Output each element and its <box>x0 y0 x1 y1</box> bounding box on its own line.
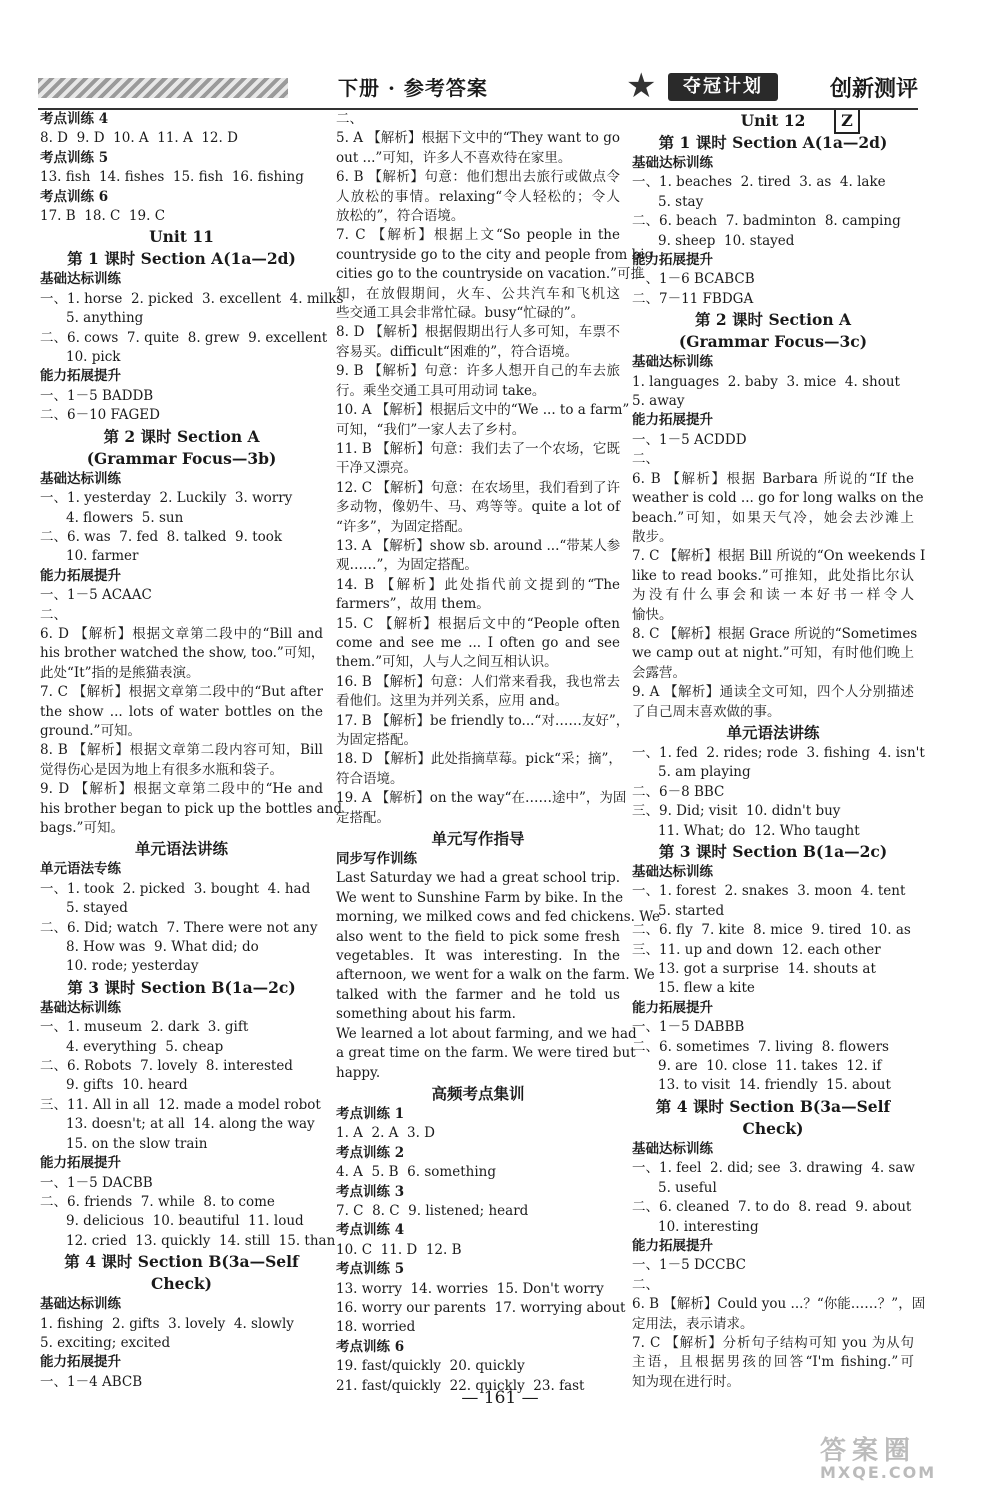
answer-line: 4. flowers 5. sun <box>66 509 184 526</box>
subsection-label: 能力拓展提升 <box>632 1237 713 1254</box>
answer-line: 放松的”，符合语境。 <box>336 208 465 225</box>
star-icon: ★ <box>626 66 657 106</box>
answer-line: morning, we milked cows and fed chickens. We <box>336 909 661 926</box>
column-1 <box>40 110 344 1392</box>
answer-line: 一、1－6 BCABCB <box>632 271 755 288</box>
answer-line: a great time on the farm. We were tired but <box>336 1045 636 1062</box>
answer-line: 16. worry our parents 17. worrying about <box>336 1299 626 1316</box>
answer-line: 一、1. feel 2. did; see 3. drawing 4. saw <box>632 1160 915 1177</box>
answer-line: 二、6. Did; watch 7. There were not any <box>40 919 318 936</box>
answer-line: talked with the farmer and he told us <box>336 986 620 1003</box>
answer-line: 了自己周末喜欢做的事。 <box>632 703 781 720</box>
answer-line: out ...”可知，许多人不喜欢待在家里。 <box>336 149 572 166</box>
answer-line: 1. fishing 2. gifts 3. lovely 4. slowly <box>40 1315 294 1332</box>
answer-line: 18. D 【解析】此处指摘草莓。pick“采；摘”， <box>336 751 622 768</box>
answer-line: 8. B 【解析】根据文章第二段内容可知，Bill <box>40 742 323 759</box>
answer-line: them.”可知，人与人之间互相认识。 <box>336 654 558 671</box>
answer-line: 1. languages 2. baby 3. mice 4. shout <box>632 373 900 390</box>
answer-line: 一、1. yesterday 2. Luckily 3. worry <box>40 490 293 507</box>
answer-line: 定用法，表示请求。 <box>632 1315 754 1332</box>
answer-line: cities go to the countryside on vacation.”可推 <box>336 266 645 283</box>
answer-line: afternoon, we went for a walk on the farm. We <box>336 967 655 984</box>
answer-line: 10. pick <box>66 349 121 366</box>
answer-line: 二、 <box>40 606 67 623</box>
answer-line: 定搭配。 <box>336 809 390 826</box>
answer-line: 三、11. up and down 12. each other <box>632 941 881 958</box>
answer-line: 6. D 【解析】根据文章第二段中的“Bill and <box>40 625 323 642</box>
answer-line: 多动物，像奶牛、马、鸡等等。quite a lot of <box>336 499 620 516</box>
answer-line: 4. everything 5. cheap <box>66 1038 224 1055</box>
answer-line: 二、6. Robots 7. lovely 8. interested <box>40 1058 293 1075</box>
subsection-label: 能力拓展提升 <box>40 368 121 385</box>
answer-line: We learned a lot about farming, and we had <box>336 1025 637 1042</box>
answer-line: vegetables. It was interesting. In the <box>336 948 620 965</box>
answer-line: 会露营。 <box>632 664 686 681</box>
watermark <box>820 1430 990 1486</box>
answer-line: 6. B 【解析】Could you ...？“你能……？”，固 <box>632 1296 926 1313</box>
answer-line: 一、1. horse 2. picked 3. excellent 4. milks <box>40 290 344 307</box>
subsection-label: 能力拓展提升 <box>40 1155 121 1172</box>
answer-line: 7. C 【解析】分析句子结构可知 you 为从句 <box>632 1334 914 1351</box>
answer-line: 5. away <box>632 393 685 410</box>
answer-line: 8. How was 9. What did; do <box>66 939 259 956</box>
answer-line: 二、6－8 BBC <box>632 783 725 800</box>
answer-line: 5. useful <box>658 1179 717 1196</box>
answer-line: 6. B 【解析】句意：他们想出去旅行或做点令 <box>336 169 620 186</box>
subsection-label: 考点训练 5 <box>40 149 109 166</box>
section-heading: 第 2 课时 Section A <box>694 310 852 330</box>
section-heading: 第 2 课时 Section A <box>103 426 260 446</box>
answer-line: 容易买。difficult“困难的”，符合语境。 <box>336 343 579 360</box>
watermark-top: 答案圈 <box>820 1436 917 1466</box>
page-number: — 161 — <box>461 1388 539 1408</box>
answer-line: 5. am playing <box>658 764 751 781</box>
answer-line: 二、 <box>632 451 659 468</box>
answer-line: 二、6－10 FAGED <box>40 407 160 424</box>
section-heading: 单元语法讲练 <box>726 722 820 742</box>
answer-line: 15. flew a kite <box>658 980 755 997</box>
answer-line: 5. stay <box>658 193 704 210</box>
answer-line: 17. B 18. C 19. C <box>40 208 166 225</box>
answer-line: 11. B 【解析】句意：我们去了一个农场，它既 <box>336 440 620 457</box>
section-heading: 第 3 课时 Section B(1a—2c) <box>658 842 888 861</box>
subsection-label: 基础达标训练 <box>632 864 713 880</box>
answer-line: 21. fast/quickly 22. quickly 23. fast <box>336 1377 585 1394</box>
answer-line: 二、 <box>336 111 363 127</box>
subsection-label: 考点训练 5 <box>336 1261 405 1278</box>
column-3 <box>632 110 926 1392</box>
answer-line: 三、11. All in all 12. made a model robot <box>40 1096 321 1113</box>
answer-line: 为没有什么事会和读一本好书一样令人 <box>632 587 914 604</box>
section-heading: 第 4 课时 Section B(3a—Self Check) <box>64 1252 299 1294</box>
answer-line: 9. are 10. close 11. takes 12. if <box>658 1058 882 1075</box>
answer-line: countryside go to the city and people from big <box>336 246 654 263</box>
answer-line: 觉得伤心是因为地上有很多水瓶和袋子。 <box>40 761 283 778</box>
answer-line: something about his farm. <box>336 1006 516 1023</box>
answer-line: we camp out at night.”可知，有时他们晚上 <box>632 645 914 662</box>
answer-line: 愉快。 <box>632 606 673 623</box>
answer-line: 1. A 2. A 3. D <box>336 1125 436 1142</box>
answer-line: 9. D 【解析】根据文章第二段中的“He and <box>40 781 323 798</box>
answer-line: 二、6. friends 7. while 8. to come <box>40 1193 275 1210</box>
answer-line: 7. C 【解析】根据文章第二段中的“But after <box>40 684 323 701</box>
answer-line: 观……”，为固定搭配。 <box>336 557 478 574</box>
answer-line: 13. got a surprise 14. shouts at <box>658 961 876 978</box>
answer-line: 10. interesting <box>658 1218 759 1235</box>
answer-line: We went to Sunshine Farm by bike. In the <box>336 889 624 906</box>
answer-line: 一、1－5 ACDDD <box>632 431 747 448</box>
answer-line: like to read books.”可推知，此处指比尔认 <box>632 567 914 584</box>
subsection-label: 考点训练 4 <box>40 111 109 127</box>
answer-line: 为固定搭配。 <box>336 732 417 748</box>
answer-line: 19. A 【解析】on the way“在……途中”，为固 <box>336 790 627 807</box>
answer-line: 13. fish 14. fishes 15. fish 16. fishing <box>40 169 304 186</box>
answer-line: 10. rode; yesterday <box>66 958 199 975</box>
subsection-label: 基础达标训练 <box>40 1296 121 1313</box>
subsection-label: 考点训练 1 <box>336 1105 405 1122</box>
answer-line: 一、1－5 ACAAC <box>40 587 152 604</box>
decorative-stripes <box>38 78 288 98</box>
answer-line: 8. C 【解析】根据 Grace 所说的“Sometimes <box>632 625 918 642</box>
watermark-bottom: MXQE.COM <box>820 1463 937 1482</box>
subsection-label: 能力拓展提升 <box>632 252 713 269</box>
answer-line: 二、6. fly 7. kite 8. mice 9. tired 10. as <box>632 922 911 939</box>
answer-line: 一、1. forest 2. snakes 3. moon 4. tent <box>632 883 906 900</box>
section-heading: 第 3 课时 Section B(1a—2c) <box>67 977 296 997</box>
answer-line: 一、1. fed 2. rides; rode 3. fishing 4. isn't <box>632 744 925 761</box>
answer-line: happy. <box>336 1064 381 1081</box>
brand-text: 创新测评 <box>830 76 919 102</box>
section-heading: 第 1 课时 Section A(1a—2d) <box>67 249 296 269</box>
answer-line: 5. started <box>658 902 725 919</box>
answer-line: 一、1－5 BADDB <box>40 387 154 404</box>
subsection-label: 基础达标训练 <box>40 999 121 1016</box>
subsection-label: 同步写作训练 <box>336 851 417 868</box>
section-heading: 第 4 课时 Section B(3a—Self Check) <box>655 1096 891 1138</box>
subsection-label: 考点训练 3 <box>336 1183 405 1200</box>
answer-line: 6. B 【解析】根据 Barbara 所说的“If the <box>632 470 914 487</box>
answer-line: 7. C 【解析】根据 Bill 所说的“On weekends I <box>632 548 926 565</box>
answer-line: 二、6. beach 7. badminton 8. camping <box>632 213 901 230</box>
answer-line: 16. B 【解析】句意：人们常来看我，我也常去 <box>336 673 620 690</box>
answer-line: 5. exciting; excited <box>40 1334 171 1351</box>
answer-line: 一、1－5 DACBB <box>40 1174 153 1191</box>
answer-line: 一、1. museum 2. dark 3. gift <box>40 1019 249 1036</box>
answer-line: 4. A 5. B 6. something <box>336 1164 496 1181</box>
answer-line: 干净又漂亮。 <box>336 460 417 477</box>
answer-line: 一、1. beaches 2. tired 3. as 4. lake <box>632 174 886 191</box>
answer-line: his brother watched the show, too.”可知， <box>40 645 325 662</box>
answer-line: 5. stayed <box>66 900 128 917</box>
answer-line: 二、7－11 FBDGA <box>632 290 754 307</box>
answer-line: 8. D 9. D 10. A 11. A 12. D <box>40 130 238 147</box>
answer-line: 14. B 【解析】此处指代前文提到的“The <box>336 576 620 593</box>
answer-line: Last Saturday we had a great school trip. <box>336 870 621 887</box>
brand-mark: Z <box>834 108 860 134</box>
answer-line: 一、1. took 2. picked 3. bought 4. had <box>40 880 311 897</box>
answer-line: “许多”，为固定搭配。 <box>336 518 472 535</box>
answer-line: 17. B 【解析】be friendly to...“对……友好”， <box>336 712 630 729</box>
subsection-label: 基础达标训练 <box>40 271 121 288</box>
subsection-label: 考点训练 4 <box>336 1222 405 1239</box>
answer-line: 13. to visit 14. friendly 15. about <box>658 1077 891 1094</box>
header-title: 下册 · 参考答案 <box>338 76 488 100</box>
answer-line: come and see me ... I often go and see <box>336 634 620 651</box>
logo-text: 夺冠计划 <box>668 73 778 101</box>
answer-line: 二、6. cleaned 7. to do 8. read 9. about <box>632 1199 912 1216</box>
section-heading: 单元写作指导 <box>431 829 525 849</box>
section-heading: Unit 12 <box>740 111 806 130</box>
answer-line: 三、9. Did; visit 10. didn't buy <box>632 803 841 820</box>
answer-line: 9. delicious 10. beautiful 11. loud <box>66 1213 304 1230</box>
logo <box>626 66 816 106</box>
answer-line: 二、 <box>632 1276 659 1293</box>
section-heading: 高频考点集训 <box>431 1083 525 1103</box>
answer-line: 10. farmer <box>66 548 139 565</box>
answer-line: 行。乘坐交通工具可用动词 take。 <box>336 382 546 399</box>
answer-line: farmers”，故用 them。 <box>336 596 490 613</box>
answer-line: 知，在放假期间，火车、公共汽车和飞机这 <box>336 285 620 302</box>
answer-line: 15. C 【解析】根据后文中的“People often <box>336 615 620 632</box>
subsection-label: 基础达标训练 <box>632 155 713 171</box>
answer-line: 13. doesn't; at all 14. along the way <box>66 1116 315 1133</box>
answer-line: 可知，“我们”一家人去了乡村。 <box>336 421 526 438</box>
section-heading: Unit 11 <box>149 227 214 247</box>
answer-line: 15. on the slow train <box>66 1135 208 1152</box>
subsection-label: 能力拓展提升 <box>40 567 121 584</box>
section-heading: 单元语法讲练 <box>134 839 228 859</box>
answer-line: 些交通工具会非常忙碌。busy“忙碌的”。 <box>336 305 585 322</box>
answer-line: 知为现在进行时。 <box>632 1373 740 1390</box>
answer-line: 13. A 【解析】show sb. around ...“带某人参 <box>336 537 621 554</box>
subsection-label: 考点训练 2 <box>336 1144 405 1161</box>
answer-line: bags.”可知。 <box>40 820 124 836</box>
answer-line: 11. What; do 12. Who taught <box>658 822 860 839</box>
answer-line: 5. anything <box>66 310 144 327</box>
answer-line: 二、6. was 7. fed 8. talked 9. took <box>40 528 283 545</box>
answer-line: 19. fast/quickly 20. quickly <box>336 1358 525 1375</box>
answer-line: the show ... lots of water bottles on the <box>40 703 323 720</box>
subsection-label: 能力拓展提升 <box>632 999 713 1016</box>
section-heading: 第 1 课时 Section A(1a—2d) <box>658 133 888 152</box>
answer-line: 看他们。这里为并列关系，应用 and。 <box>336 693 569 710</box>
answer-line: 人放松的事情。relaxing“令人轻松的；令人 <box>336 188 620 205</box>
section-heading: (Grammar Focus—3b) <box>86 448 277 468</box>
subsection-label: 考点训练 6 <box>40 188 109 205</box>
answer-line: beach.”可知，如果天气冷，她会去沙滩上 <box>632 509 914 526</box>
answer-line: 符合语境。 <box>336 770 404 787</box>
answer-line: 5. A 【解析】根据下文中的“They want to go <box>336 130 620 147</box>
answer-line: 一、1－5 DABBB <box>632 1019 745 1036</box>
answer-line: 二、6. cows 7. quite 8. grew 9. excellent <box>40 329 328 346</box>
answer-line: 13. worry 14. worries 15. Don't worry <box>336 1280 604 1297</box>
subsection-label: 基础达标训练 <box>632 354 713 371</box>
section-heading: (Grammar Focus—3c) <box>678 332 868 352</box>
answer-line: 散步。 <box>632 528 673 545</box>
answer-line: 7. C 8. C 9. listened; heard <box>336 1202 529 1219</box>
answer-line: 主语，且根据男孩的回答“I'm fishing.”可 <box>632 1354 914 1371</box>
answer-line: ground.”可知。 <box>40 722 141 739</box>
subsection-label: 基础达标训练 <box>40 470 121 487</box>
answer-line: 9. A 【解析】通读全文可知，四个人分别描述 <box>632 684 914 701</box>
subsection-label: 单元语法专练 <box>40 861 121 878</box>
subsection-label: 考点训练 6 <box>336 1338 405 1355</box>
answer-line: 10. A 【解析】根据后文中的“We ... to a farm” <box>336 402 630 419</box>
subsection-label: 能力拓展提升 <box>40 1354 121 1371</box>
answer-line: weather is cold ... go for long walks on the <box>632 490 924 507</box>
answer-line: 18. worried <box>336 1319 416 1336</box>
answer-line: 8. D 【解析】根据假期出行人多可知，车票不 <box>336 324 620 341</box>
answer-line: 二、6. sometimes 7. living 8. flowers <box>632 1038 889 1055</box>
answer-line: 12. cried 13. quickly 14. still 15. than <box>66 1232 336 1249</box>
subsection-label: 能力拓展提升 <box>632 412 713 429</box>
answer-line: 7. C 【解析】根据上文“So people in the <box>336 227 620 244</box>
subsection-label: 基础达标训练 <box>632 1140 713 1157</box>
answer-line: 一、1－5 DCCBC <box>632 1257 746 1274</box>
answer-line: his brother began to pick up the bottles and <box>40 800 343 817</box>
answer-line: 9. B 【解析】句意：许多人想开自己的车去旅 <box>336 363 620 380</box>
answer-line: 此处“It”指的是熊猫表演。 <box>40 664 200 681</box>
answer-line: 9. gifts 10. heard <box>66 1077 188 1094</box>
answer-line: 12. C 【解析】句意：在农场里，我们看到了许 <box>336 479 620 496</box>
answer-line: 9. sheep 10. stayed <box>658 232 795 249</box>
answer-line: 一、1－4 ABCB <box>40 1373 143 1390</box>
answer-line: also went to the field to pick some fresh <box>336 928 620 945</box>
answer-line: 10. C 11. D 12. B <box>336 1241 462 1258</box>
